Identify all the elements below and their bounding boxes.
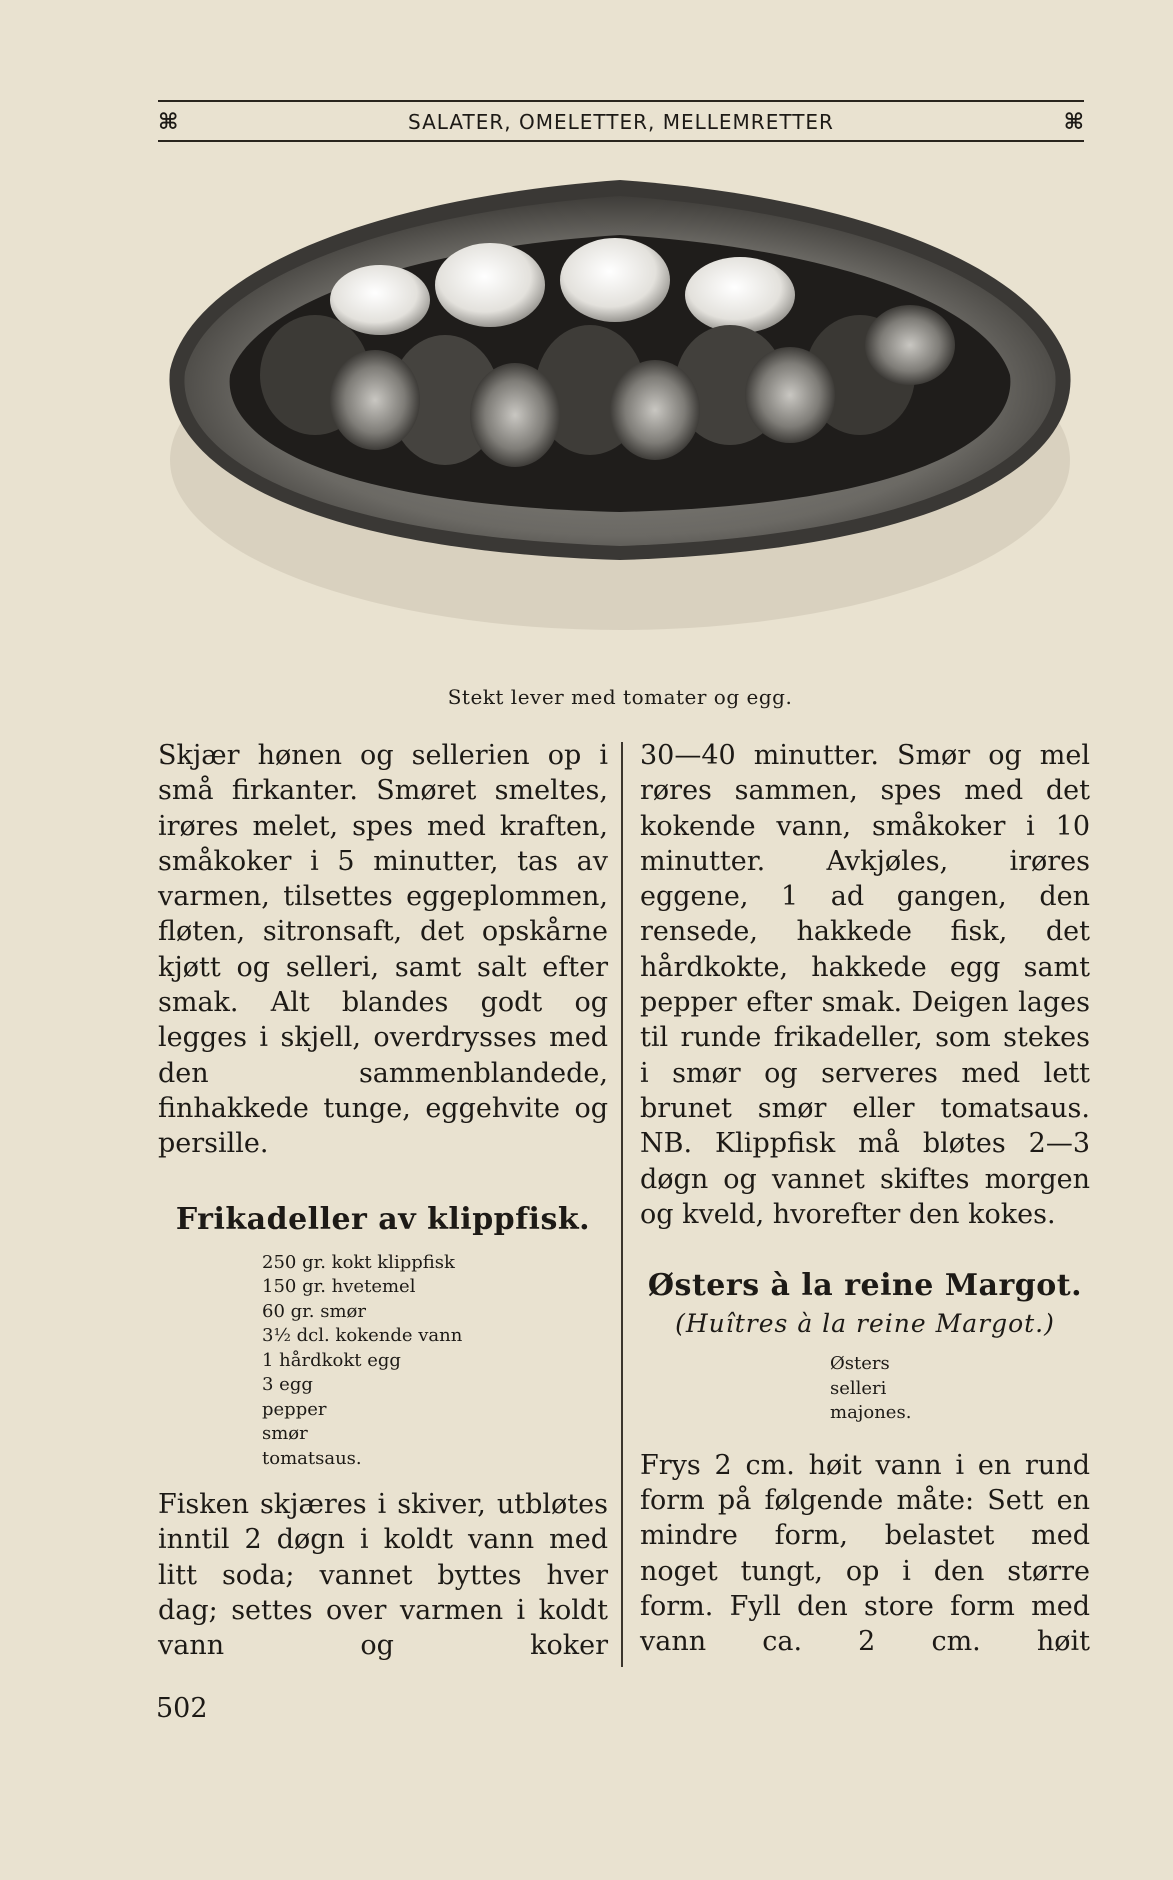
recipe-title: Frikadeller av klippfisk. (175, 1201, 591, 1237)
running-header (158, 100, 1084, 142)
ingredient-item: 60 gr. smør (262, 1300, 366, 1322)
recipe-title: Østers à la reine Margot. (647, 1268, 1083, 1304)
recipe-subtitle: (Huîtres à la reine Margot.) (675, 1309, 1055, 1339)
header-ornament-right: ⌘ (1063, 109, 1084, 135)
right-column (640, 738, 1090, 1659)
ingredient-item: 150 gr. hvetemel (262, 1276, 416, 1298)
ingredient-item: Østers (830, 1353, 890, 1375)
ingredient-list (830, 1352, 1090, 1426)
page-number: 502 (156, 1693, 208, 1724)
dish-photograph (150, 160, 1090, 680)
figure-caption: Stekt lever med tomater og egg. (447, 685, 793, 709)
header-rule-bottom (158, 140, 1084, 142)
ingredient-item: tomatsaus. (262, 1447, 362, 1469)
ingredient-item: 3½ dcl. kokende vann (262, 1325, 463, 1347)
body-paragraph: Fisken skjæres i skiver, utbløtes inntil 2 døgn i koldt vann med litt soda; vannet byttes hver dag; settes over varmen i koldt vann og koker (158, 1489, 608, 1662)
ingredient-item: majones. (830, 1402, 912, 1424)
ingredient-item: 250 gr. kokt klippfisk (262, 1251, 455, 1273)
header-rule-top (158, 100, 1084, 102)
ingredient-list (262, 1251, 608, 1472)
ingredient-item: pepper (262, 1398, 327, 1420)
ingredient-item: 1 hårdkokt egg (262, 1349, 401, 1371)
ingredient-item: 3 egg (262, 1374, 313, 1396)
body-paragraph: Frys 2 cm. høit vann i en rund form på følgende måte: Sett en mindre form, belastet med noget tungt, op i den større form. Fyll den store form med vann ca. 2 cm. høit (640, 1449, 1090, 1658)
body-paragraph: 30—40 minutter. Smør og mel røres sammen, spes med det kokende vann, småkoker i 10 minutter. Avkjøles, irøres eggene, 1 ad gangen, den rensede, hakkede fisk, det hårdkokte, hakkede egg samt pepper efter smak. Deigen lages til runde frikadeller, som stekes i smør og serveres med lett brunet smør eller tomatsaus. NB. Klippfisk må bløtes 2—3 døgn og vannet skiftes morgen og kveld, hvorefter den kokes. (640, 740, 1090, 1230)
running-header-title: SALATER, OMELETTER, MELLEMRETTER (408, 110, 834, 134)
ingredient-item: selleri (830, 1377, 887, 1399)
body-paragraph: Skjær hønen og sellerien op i små firkanter. Smøret smeltes, irøres melet, spes med kraften, småkoker i 5 minutter, tas av varmen, tilsettes eggeplommen, fløten, sitronsaft, det opskårne kjøtt og selleri, samt salt efter smak. Alt blandes godt og legges i skjell, overdrysses med den sammenblandede, finhakkede tunge, eggehvite og persille. (158, 740, 608, 1160)
left-column (158, 738, 608, 1664)
header-ornament-left: ⌘ (158, 109, 179, 135)
column-divider (621, 742, 623, 1667)
ingredient-item: smør (262, 1423, 308, 1445)
